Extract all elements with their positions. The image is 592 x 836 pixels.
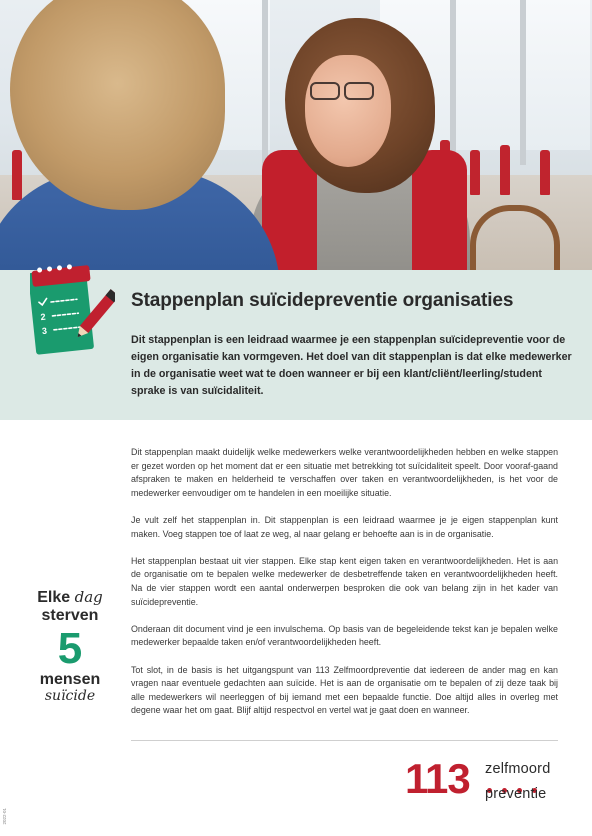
- paragraph: Je vult zelf het stappenplan in. Dit stappenplan is een leidraad waarmee je je eigen stappenplan kunt maken. Voeg stappen toe of laat ze weg, al naar gelang er behoefte aan is in de organisatie.: [131, 514, 558, 539]
- paragraph: Het stappenplan bestaat uit vier stappen. Elke stap kent eigen taken en verantwoordelijkheden. Het is aan de organisatie om te bepalen welke medewerker de desbetreffende taken en verantwoordelijkheden heeft. Na de vier stappen wordt een aantal onderwerpen besproken die ook van belang zijn in het kader van suïcidepreventie.: [131, 555, 558, 607]
- callout-word: mensen: [39, 671, 101, 688]
- body-text: [131, 446, 558, 731]
- callout-word: sterven: [41, 607, 99, 624]
- callout-word: Elke: [37, 589, 71, 606]
- chair: [470, 205, 560, 270]
- clipboard-checklist-icon: [30, 264, 115, 356]
- intro-text: Dit stappenplan is een leidraad waarmee je een stappenplan suïcidepreventie voor de eigen organisatie kan vormgeven. Het doel van dit stappenplan is dat elke medewerker in de organisatie weet wat te doen wanneer er bij een klant/cliënt/leerling/student sprake is van suïcidaliteit.: [131, 334, 572, 397]
- glasses: [344, 82, 374, 100]
- bottle: [540, 150, 550, 195]
- glasses: [310, 82, 340, 100]
- brand-logo: [405, 757, 565, 807]
- bottle: [500, 145, 510, 195]
- paragraph: Onderaan dit document vind je een invulschema. Op basis van de begeleidende tekst kan je bepalen welke medewerker bepaalde taken en/of verantwoordelijkheden heeft.: [131, 623, 558, 648]
- divider: [131, 740, 558, 741]
- svg-text:3: 3: [41, 325, 48, 337]
- callout-line-1: [20, 588, 120, 607]
- window-frame: [520, 0, 526, 165]
- scarf: [412, 150, 467, 270]
- callout-word: dag: [74, 588, 103, 606]
- page-title: Stappenplan suïcidepreventie organisaties: [131, 290, 514, 311]
- paragraph: Dit stappenplan maakt duidelijk welke medewerkers welke verantwoordelijkheden hebben en welke stappen er gezet worden op het moment dat er een situatie met betrekking tot suïcidaliteit speelt. Door vooraf-gaand afspraken te maken en helderheid te verschaffen over taken en verantwoordelijkheden, is het voor de medewerker eenvoudiger om te handelen in een moeilijke situatie.: [131, 447, 558, 498]
- bottle: [470, 150, 480, 195]
- paragraph: Tot slot, in de basis is het uitgangspunt van 113 Zelfmoordpreventie dat iedereen de ander mag en kan vragen naar eventuele gedachten aan suïcide. Het is aan de organisatie om te bepalen of zij deze taak bij alle medewerkers wil neerleggen of bij iemand met een bepaalde functie. Doe altijd alles in overleg met degene waar het om gaat. Blijf altijd respectvol en vertel wat je gaat doen en wanneer.: [131, 664, 558, 716]
- hero-photo: [0, 0, 592, 270]
- window-frame: [262, 0, 268, 165]
- logo-word-bottom: preventie: [485, 786, 547, 802]
- document-code: 2022-01: [2, 808, 7, 825]
- window-frame: [450, 0, 456, 165]
- woman-face: [305, 55, 391, 167]
- svg-text:2: 2: [40, 311, 47, 323]
- statistic-callout: [20, 588, 120, 704]
- callout-word: suïcide: [44, 688, 96, 704]
- logo-number: 113: [405, 755, 470, 802]
- logo-word-top: zelfmoord: [485, 761, 551, 777]
- bottle: [12, 150, 22, 200]
- callout-number: 5: [57, 624, 83, 673]
